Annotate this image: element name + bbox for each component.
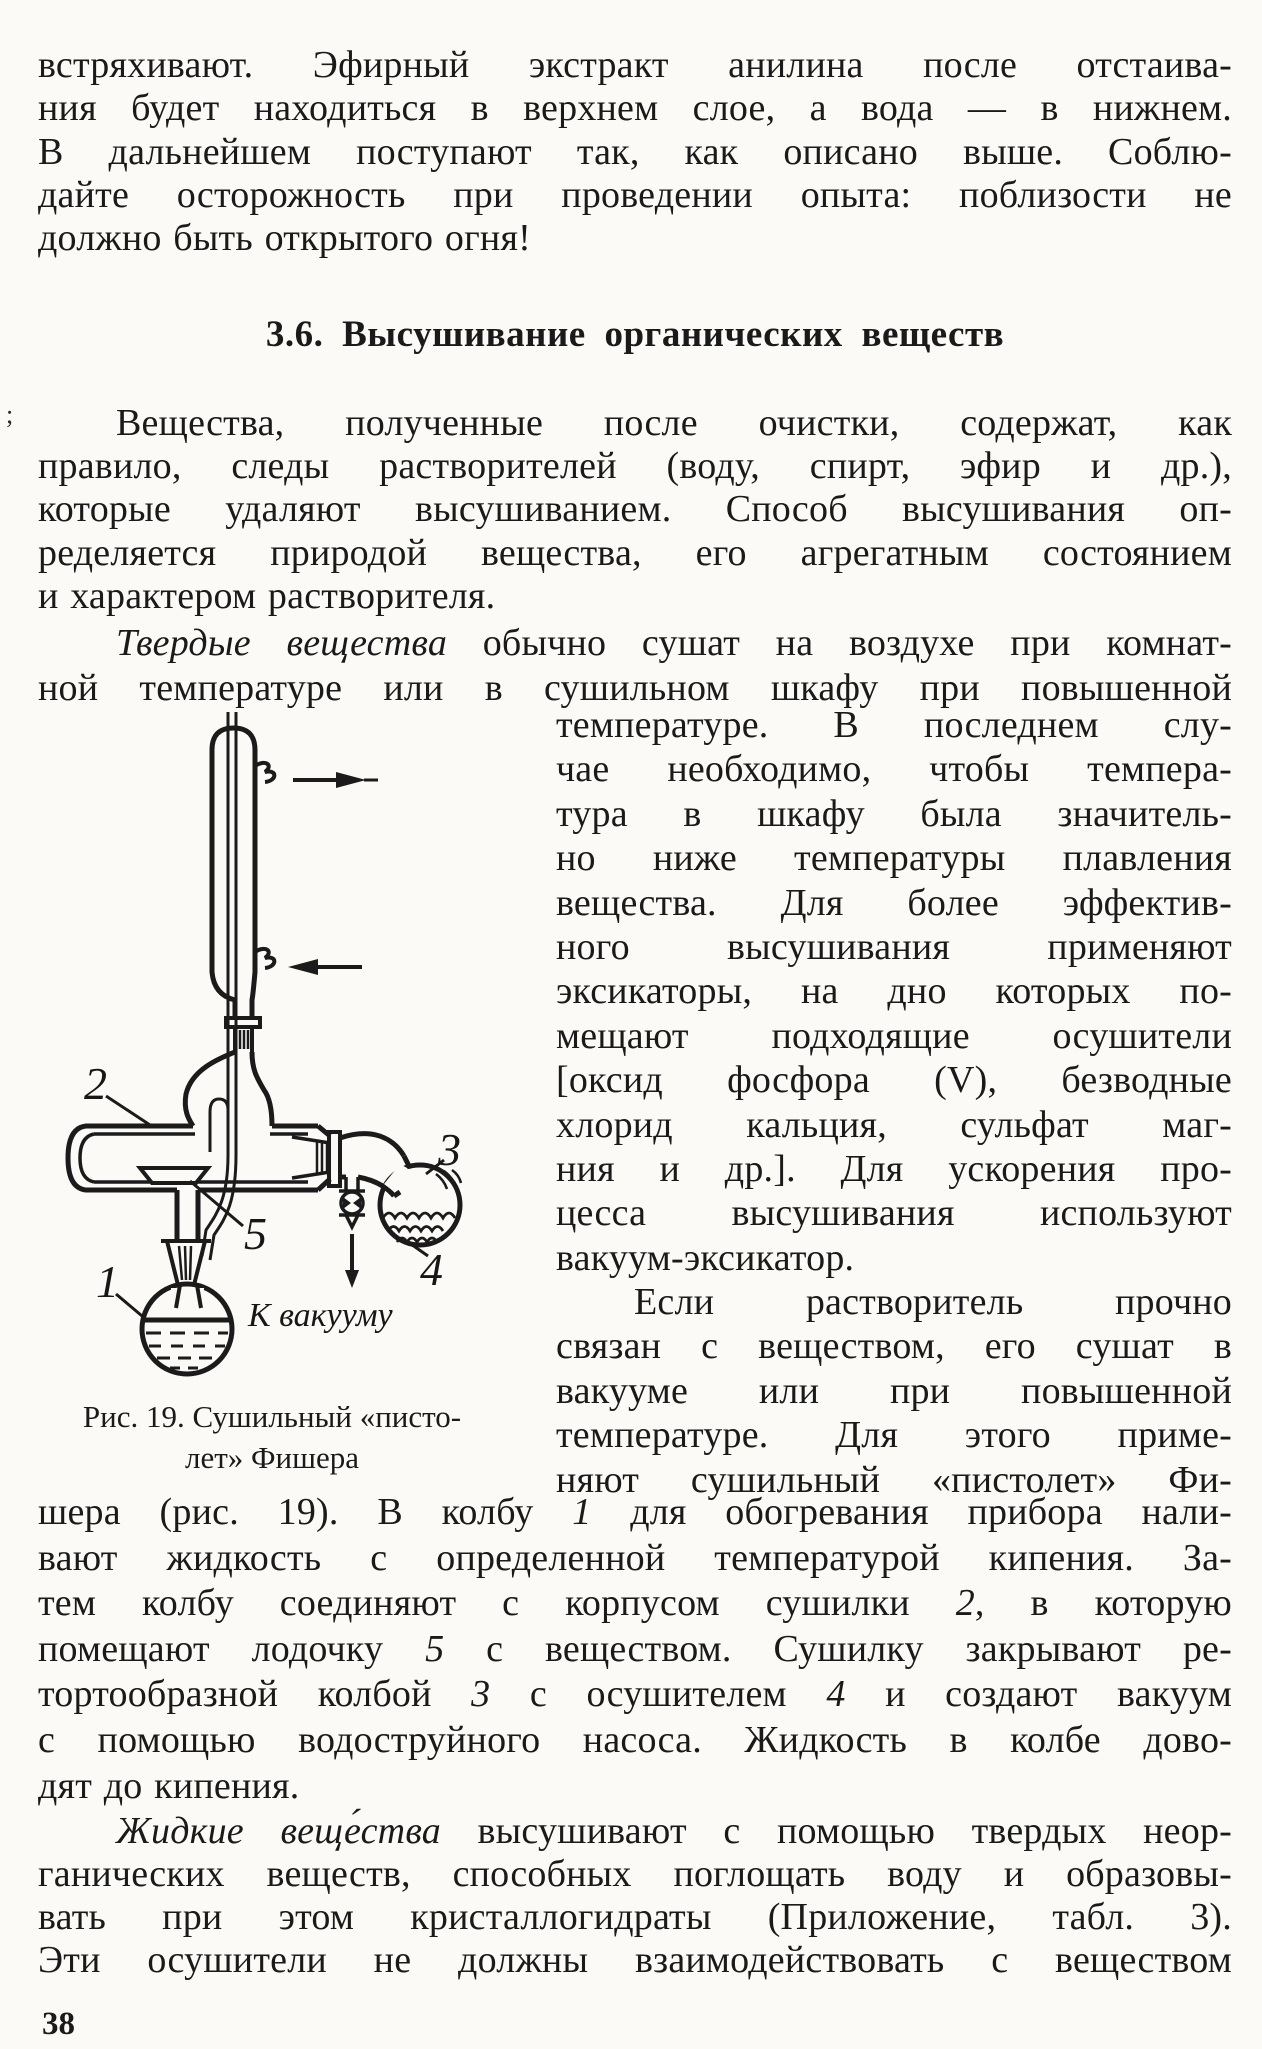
figure-fischer-drying-pistol bbox=[40, 700, 560, 1380]
water-in-arrow bbox=[288, 959, 362, 975]
text-line: температуре. Для этого приме- bbox=[556, 1414, 1232, 1457]
text-line: вакуум-эксикатор. bbox=[556, 1236, 855, 1279]
condenser-joint bbox=[226, 1018, 260, 1052]
text-line: ределяется природой вещества, его агрегатным состоянием bbox=[38, 531, 1232, 574]
text-line: Вещества, полученные после очистки, содержат, как bbox=[116, 402, 1232, 444]
paragraph-aniline-extract bbox=[38, 44, 1232, 260]
text-line: вать при этом кристаллогидраты (Приложение, табл. 3). bbox=[38, 1896, 1232, 1938]
text-line: которые удаляют высушиванием. Способ высушивания оп- bbox=[38, 488, 1232, 531]
text-line: ного высушивания применяют bbox=[556, 926, 1232, 969]
text-line: и характером растворителя. bbox=[38, 574, 496, 617]
text-line: правило, следы растворителей (воду, спирт, эфир и др.), bbox=[38, 445, 1232, 488]
text-line: но ниже температуры плавления bbox=[556, 837, 1232, 880]
text-line: мещают подходящие осушители bbox=[556, 1014, 1232, 1057]
text-line: вакууме или при повышенной bbox=[556, 1369, 1232, 1412]
text-line: Жидкие веще́ства высушивают с помощью твердых неор- bbox=[116, 1810, 1232, 1852]
sample-boat bbox=[140, 1168, 208, 1183]
text-line: дайте осторожность при проведении опыта: поблизости не bbox=[38, 173, 1232, 216]
text-line: встряхивают. Эфирный экстракт анилина после отстаива- bbox=[38, 44, 1232, 86]
text-line: температуре. В последнем слу- bbox=[556, 704, 1232, 746]
downcomer-and-flask bbox=[142, 1190, 232, 1374]
paragraph-solvent-traces bbox=[38, 402, 1232, 618]
text-line: дят до кипения. bbox=[38, 1764, 300, 1807]
text-line: лет» Фишера bbox=[185, 1440, 359, 1475]
text-line: вещества. Для более эффектив- bbox=[556, 881, 1232, 924]
vacuum-annotation: К вакууму bbox=[248, 1297, 393, 1334]
text-line: няют сушильный «пистолет» Фи- bbox=[556, 1458, 1232, 1501]
text-line: Твердые вещества обычно сушат на воздухе при комнат- bbox=[116, 622, 1232, 664]
label-retort-3: 3 bbox=[438, 1124, 461, 1175]
text-line: ной температуре или в сушильном шкафу при повышенной bbox=[38, 667, 1232, 709]
label-flask-1: 1 bbox=[96, 1256, 119, 1307]
text-line: Эти осушители не должны взаимодействовать с веществом bbox=[38, 1939, 1232, 1981]
text-line: шера (рис. 19). В колбу 1 для обогревания прибора нали- bbox=[38, 1491, 1233, 1533]
text-line: должно быть открытого огня! bbox=[38, 217, 531, 260]
paragraph-solids-drying-start bbox=[38, 621, 1232, 711]
drying-body bbox=[68, 1126, 340, 1190]
text-line: ганических веществ, способных поглощать воду и образовы- bbox=[38, 1853, 1232, 1895]
text-line: В дальнейшем поступают так, как описано выше. Соблю- bbox=[38, 130, 1232, 173]
right-column-text-1 bbox=[556, 703, 1232, 1280]
label-leaders bbox=[106, 1096, 444, 1321]
text-line: тортообразной колбой 3 с осушителем 4 и создают вакуум bbox=[38, 1673, 1232, 1716]
text-line: помещают лодочку 5 с веществом. Сушилку закрывают ре- bbox=[38, 1627, 1232, 1670]
text-line: ния и др.]. Для ускорения про- bbox=[556, 1148, 1232, 1191]
text-line: цесса высушивания используют bbox=[556, 1192, 1232, 1235]
text-line: ния будет находиться в верхнем слое, а вода — в нижнем. bbox=[38, 87, 1232, 130]
paragraph-pistol-description bbox=[38, 1490, 1232, 1809]
condenser-tube bbox=[212, 728, 274, 1018]
label-desiccant-4: 4 bbox=[420, 1244, 443, 1295]
text-line: эксикаторы, на дно которых по- bbox=[556, 970, 1232, 1013]
condenser-inner-tube bbox=[202, 712, 236, 1260]
label-body-2: 2 bbox=[84, 1058, 107, 1109]
water-out-arrow bbox=[293, 772, 378, 788]
text-line: с помощью водоструйного насоса. Жидкость в колбе дово- bbox=[38, 1718, 1232, 1761]
text-line: тем колбу соединяют с корпусом сушилки 2, в которую bbox=[38, 1582, 1232, 1625]
text-line: тура в шкафу была значитель- bbox=[556, 792, 1232, 835]
paragraph-liquids-drying bbox=[38, 1810, 1232, 1982]
text-line: связан с веществом, его сушат в bbox=[556, 1325, 1232, 1368]
text-line: Если растворитель прочно bbox=[634, 1281, 1232, 1323]
text-line: хлорид кальция, сульфат маг- bbox=[556, 1103, 1232, 1146]
right-column-text-2 bbox=[556, 1280, 1232, 1502]
stopcock-valve bbox=[339, 1177, 365, 1227]
text-line: Рис. 19. Сушильный «писто- bbox=[82, 1399, 462, 1434]
section-heading: 3.6. Высушивание органических веществ bbox=[265, 314, 1005, 355]
text-line: чае необходимо, чтобы темпера- bbox=[556, 748, 1232, 791]
scan-artifact: ; bbox=[6, 400, 14, 429]
label-boat-5: 5 bbox=[244, 1208, 267, 1259]
page-number: 38 bbox=[42, 2006, 75, 2042]
figure-caption bbox=[46, 1396, 498, 1478]
vacuum-arrow bbox=[345, 1234, 359, 1288]
text-line: [оксид фосфора (V), безводные bbox=[556, 1059, 1232, 1102]
text-line: вают жидкость с определенной температурой кипения. За- bbox=[38, 1536, 1232, 1579]
